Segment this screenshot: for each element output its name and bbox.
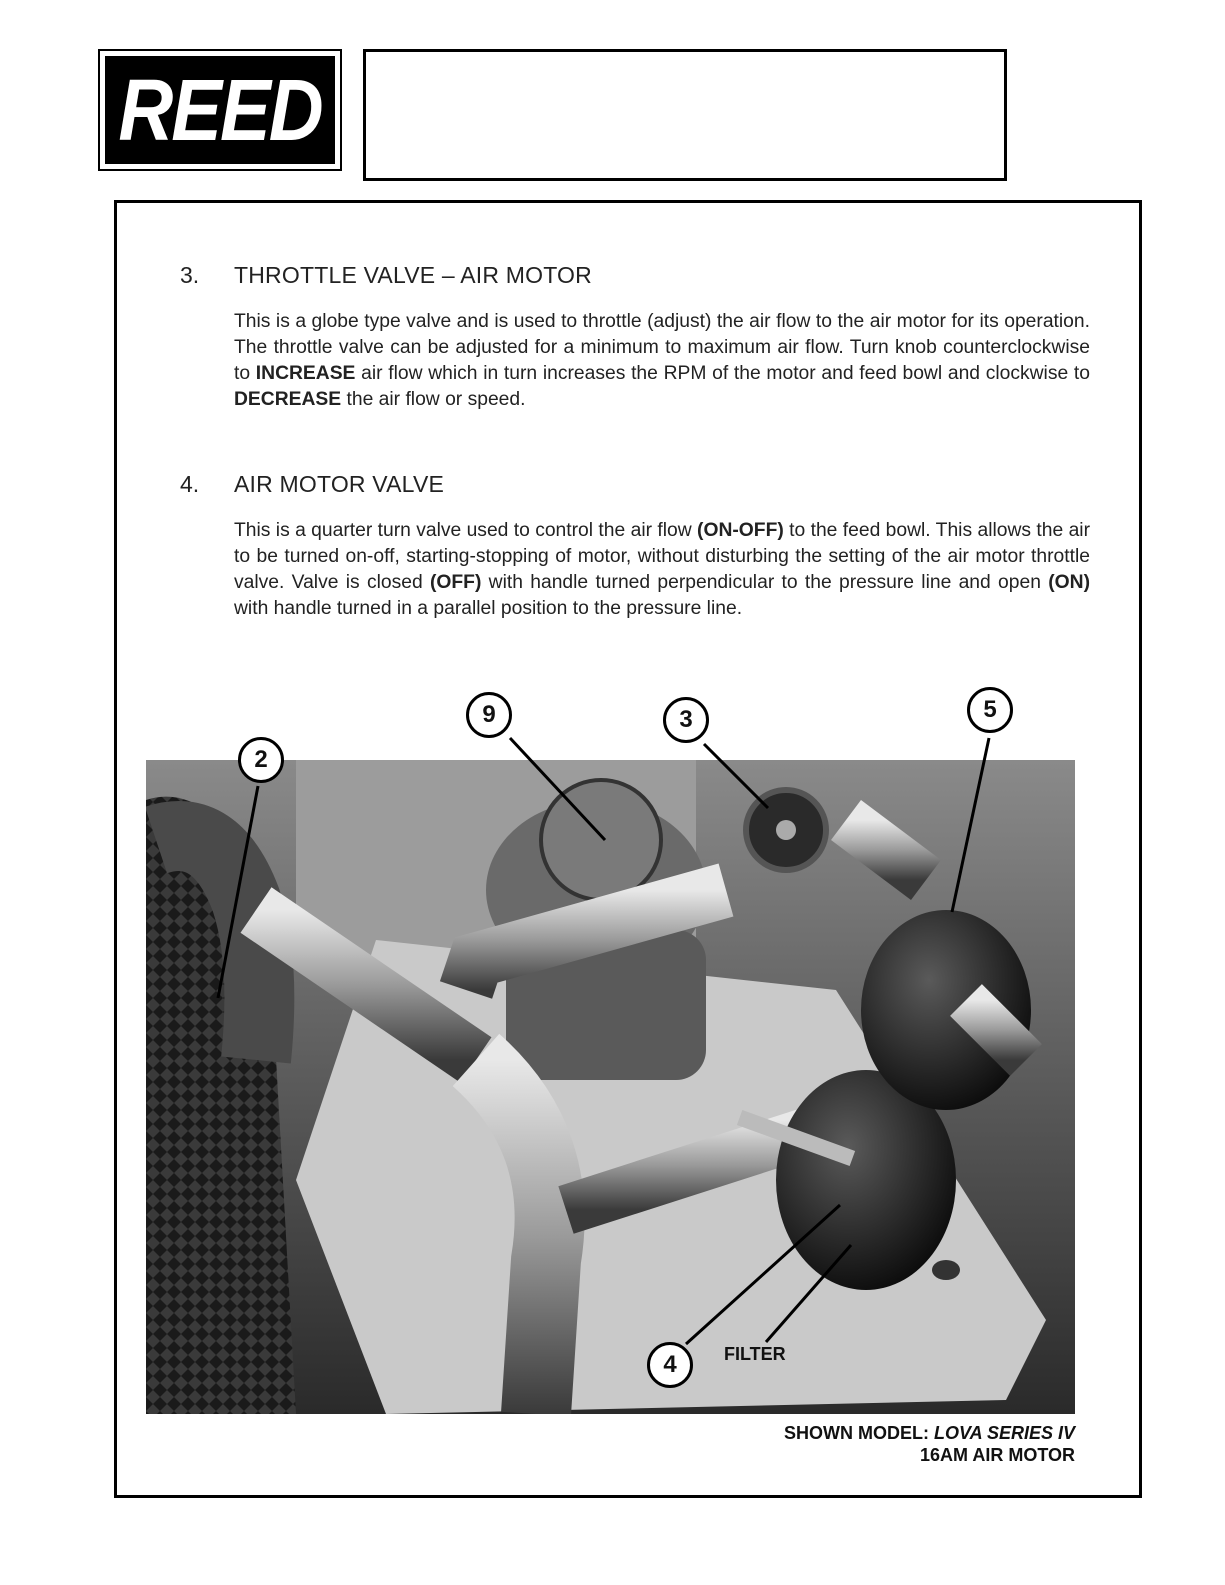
body-text: with handle turned perpendicular to the pressure line and open: [481, 572, 1049, 593]
figure-caption: [784, 1422, 1075, 1466]
leader-line-9: [510, 738, 605, 840]
callout-3: 3: [663, 697, 709, 743]
leader-line-2: [218, 786, 258, 998]
body-text: This is a quarter turn valve used to control the air flow: [234, 520, 698, 541]
body-emphasis-on-off: (ON-OFF): [697, 520, 784, 541]
caption-model: LOVA SERIES IV: [933, 1423, 1075, 1443]
logo-text: REED: [118, 61, 322, 159]
body-text: air flow which in turn increases the RPM of the motor and feed bowl and clockwise to: [355, 363, 1090, 384]
section-number: 4.: [180, 471, 200, 497]
body-emphasis-increase: INCREASE: [255, 363, 356, 384]
body-text: with handle turned in a parallel position to the pressure line.: [234, 598, 743, 619]
caption-prefix: SHOWN MODEL:: [783, 1423, 934, 1443]
leader-line-5: [952, 738, 989, 912]
caption-line-1: [784, 1422, 1075, 1444]
leader-line-4: [686, 1205, 840, 1344]
callout-9: 9: [466, 692, 512, 738]
body-text: the air flow or speed.: [341, 389, 526, 410]
body-text: This is a globe type valve and is used to throttle (adjust) the air flow to the air motor for its operation. The throttle valve can be adjusted for a minimum to maximum air flow. Turn knob counterclockwise to: [234, 311, 1090, 384]
filter-label: FILTER: [724, 1344, 786, 1364]
body-emphasis-off: (OFF): [429, 572, 482, 593]
caption-line-2: 16AM AIR MOTOR: [919, 1445, 1075, 1465]
leader-line-3: [704, 744, 768, 808]
callout-4: 4: [647, 1342, 693, 1388]
body-emphasis-decrease: DECREASE: [234, 389, 342, 410]
callout-5: 5: [967, 687, 1013, 733]
body-text: to the feed bowl. This allows the air to be turned on-off, starting-stopping of motor, without disturbing the setting of the air motor throttle valve. Valve is closed: [234, 520, 1091, 593]
callout-2: 2: [238, 737, 284, 783]
section-title: THROTTLE VALVE – AIR MOTOR: [234, 262, 592, 288]
body-emphasis-on: (ON): [1048, 572, 1090, 593]
section-title: AIR MOTOR VALVE: [234, 471, 445, 497]
section-number: 3.: [180, 262, 200, 288]
